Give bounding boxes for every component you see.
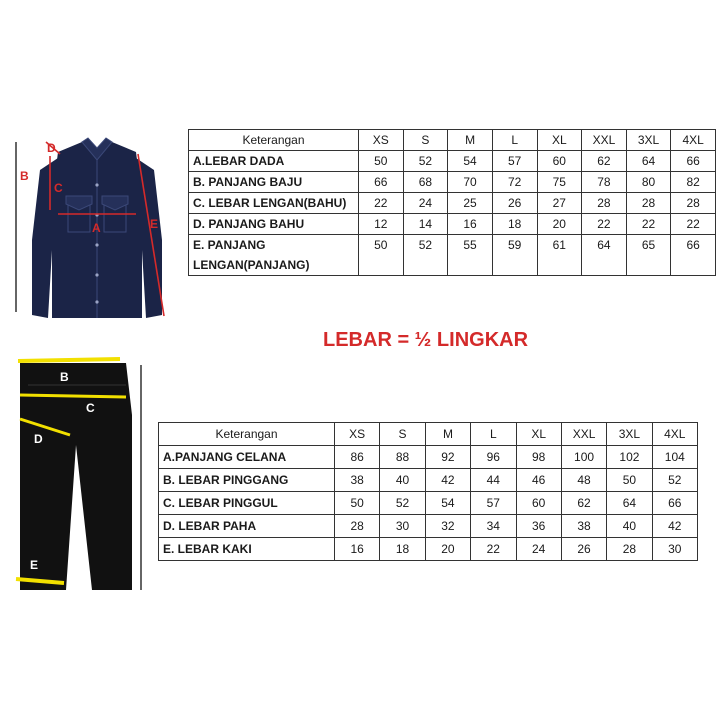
- header-m: M: [448, 130, 493, 151]
- shirt-size-table: [188, 129, 716, 276]
- header-4xl: 4XL: [652, 423, 697, 446]
- table-row: [159, 492, 698, 515]
- cell: 60: [537, 151, 582, 172]
- header-keterangan: Keterangan: [189, 130, 359, 151]
- table-header-row: [189, 130, 716, 151]
- cell: 64: [607, 492, 652, 515]
- shirt-label-e: E: [150, 217, 159, 231]
- table-row: [189, 151, 716, 172]
- cell: 20: [537, 214, 582, 235]
- header-xxl: XXL: [582, 130, 627, 151]
- cell: 16: [335, 538, 380, 561]
- cell: 78: [582, 172, 627, 193]
- cell: 27: [537, 193, 582, 214]
- cell: 98: [516, 446, 561, 469]
- table-row: [159, 538, 698, 561]
- cell: 96: [471, 446, 516, 469]
- cell: 44: [471, 469, 516, 492]
- cell: 66: [652, 492, 697, 515]
- shirt-label-c: C: [54, 181, 63, 195]
- cell: 46: [516, 469, 561, 492]
- cell: 65: [626, 235, 671, 276]
- header-l: L: [492, 130, 537, 151]
- cell: 62: [561, 492, 606, 515]
- cell: 22: [626, 214, 671, 235]
- cell: 26: [492, 193, 537, 214]
- cell: 14: [403, 214, 448, 235]
- pants-illustration: [8, 355, 158, 600]
- cell: 20: [425, 538, 470, 561]
- row-label: B. PANJANG BAJU: [189, 172, 359, 193]
- cell: 66: [359, 172, 404, 193]
- cell: 54: [425, 492, 470, 515]
- cell: 64: [582, 235, 627, 276]
- cell: 26: [561, 538, 606, 561]
- cell: 38: [561, 515, 606, 538]
- cell: 40: [380, 469, 425, 492]
- cell: 82: [671, 172, 716, 193]
- header-xs: XS: [359, 130, 404, 151]
- cell: 88: [380, 446, 425, 469]
- cell: 55: [448, 235, 493, 276]
- cell: 52: [380, 492, 425, 515]
- cell: 16: [448, 214, 493, 235]
- row-label: D. PANJANG BAHU: [189, 214, 359, 235]
- cell: 38: [335, 469, 380, 492]
- cell: 28: [582, 193, 627, 214]
- cell: 102: [607, 446, 652, 469]
- pants-label-b: B: [60, 370, 69, 384]
- cell: 18: [492, 214, 537, 235]
- header-xxl: XXL: [561, 423, 606, 446]
- cell: 52: [652, 469, 697, 492]
- header-l: L: [471, 423, 516, 446]
- cell: 12: [359, 214, 404, 235]
- pants-label-e: E: [30, 558, 39, 572]
- header-m: M: [425, 423, 470, 446]
- pants-size-table: [158, 422, 698, 561]
- cell: 22: [359, 193, 404, 214]
- cell: 28: [607, 538, 652, 561]
- cell: 64: [626, 151, 671, 172]
- cell: 28: [626, 193, 671, 214]
- header-3xl: 3XL: [626, 130, 671, 151]
- shirt-illustration: [10, 130, 185, 325]
- table-row: [189, 172, 716, 193]
- cell: 54: [448, 151, 493, 172]
- row-label: A.PANJANG CELANA: [159, 446, 335, 469]
- shirt-label-b: B: [20, 169, 29, 183]
- table-row: [189, 214, 716, 235]
- cell: 100: [561, 446, 606, 469]
- cell: 25: [448, 193, 493, 214]
- pants-label-d: D: [34, 432, 43, 446]
- cell: 42: [425, 469, 470, 492]
- cell: 52: [403, 151, 448, 172]
- header-xl: XL: [516, 423, 561, 446]
- cell: 66: [671, 235, 716, 276]
- cell: 70: [448, 172, 493, 193]
- cell: 40: [607, 515, 652, 538]
- shirt-label-d: D: [47, 141, 56, 155]
- cell: 32: [425, 515, 470, 538]
- cell: 22: [582, 214, 627, 235]
- table-row: [159, 446, 698, 469]
- cell: 75: [537, 172, 582, 193]
- header-xl: XL: [537, 130, 582, 151]
- table-row: [159, 469, 698, 492]
- table-header-row: [159, 423, 698, 446]
- row-label-line1: E. PANJANG: [193, 238, 266, 252]
- cell: 57: [492, 151, 537, 172]
- cell: 80: [626, 172, 671, 193]
- header-s: S: [403, 130, 448, 151]
- cell: 48: [561, 469, 606, 492]
- cell: 22: [671, 214, 716, 235]
- cell: 57: [471, 492, 516, 515]
- cell: 24: [516, 538, 561, 561]
- cell: 62: [582, 151, 627, 172]
- table-row: [189, 193, 716, 214]
- cell: 68: [403, 172, 448, 193]
- cell: 28: [671, 193, 716, 214]
- row-label: D. LEBAR PAHA: [159, 515, 335, 538]
- cell: 30: [380, 515, 425, 538]
- table-row: [159, 515, 698, 538]
- row-label: C. LEBAR LENGAN(BAHU): [189, 193, 359, 214]
- cell: 50: [359, 235, 404, 276]
- cell: 42: [652, 515, 697, 538]
- cell: 50: [607, 469, 652, 492]
- cell: 24: [403, 193, 448, 214]
- row-label: E. LEBAR KAKI: [159, 538, 335, 561]
- row-label: A.LEBAR DADA: [189, 151, 359, 172]
- cell: 61: [537, 235, 582, 276]
- cell: 50: [335, 492, 380, 515]
- cell: 30: [652, 538, 697, 561]
- cell: 60: [516, 492, 561, 515]
- cell: 34: [471, 515, 516, 538]
- cell: 18: [380, 538, 425, 561]
- cell: 66: [671, 151, 716, 172]
- pants-label-c: C: [86, 401, 95, 415]
- header-keterangan: Keterangan: [159, 423, 335, 446]
- header-3xl: 3XL: [607, 423, 652, 446]
- row-label: [189, 235, 359, 276]
- row-label: B. LEBAR PINGGANG: [159, 469, 335, 492]
- header-4xl: 4XL: [671, 130, 716, 151]
- cell: 92: [425, 446, 470, 469]
- header-s: S: [380, 423, 425, 446]
- cell: 86: [335, 446, 380, 469]
- cell: 52: [403, 235, 448, 276]
- cell: 50: [359, 151, 404, 172]
- cell: 22: [471, 538, 516, 561]
- shirt-label-a: A: [92, 221, 101, 235]
- width-note: LEBAR = ½ LINGKAR: [323, 329, 529, 351]
- row-label-line2: LENGAN(PANJANG): [193, 258, 310, 272]
- table-row: [189, 235, 716, 276]
- cell: 104: [652, 446, 697, 469]
- cell: 59: [492, 235, 537, 276]
- cell: 72: [492, 172, 537, 193]
- header-xs: XS: [335, 423, 380, 446]
- cell: 28: [335, 515, 380, 538]
- cell: 36: [516, 515, 561, 538]
- row-label: C. LEBAR PINGGUL: [159, 492, 335, 515]
